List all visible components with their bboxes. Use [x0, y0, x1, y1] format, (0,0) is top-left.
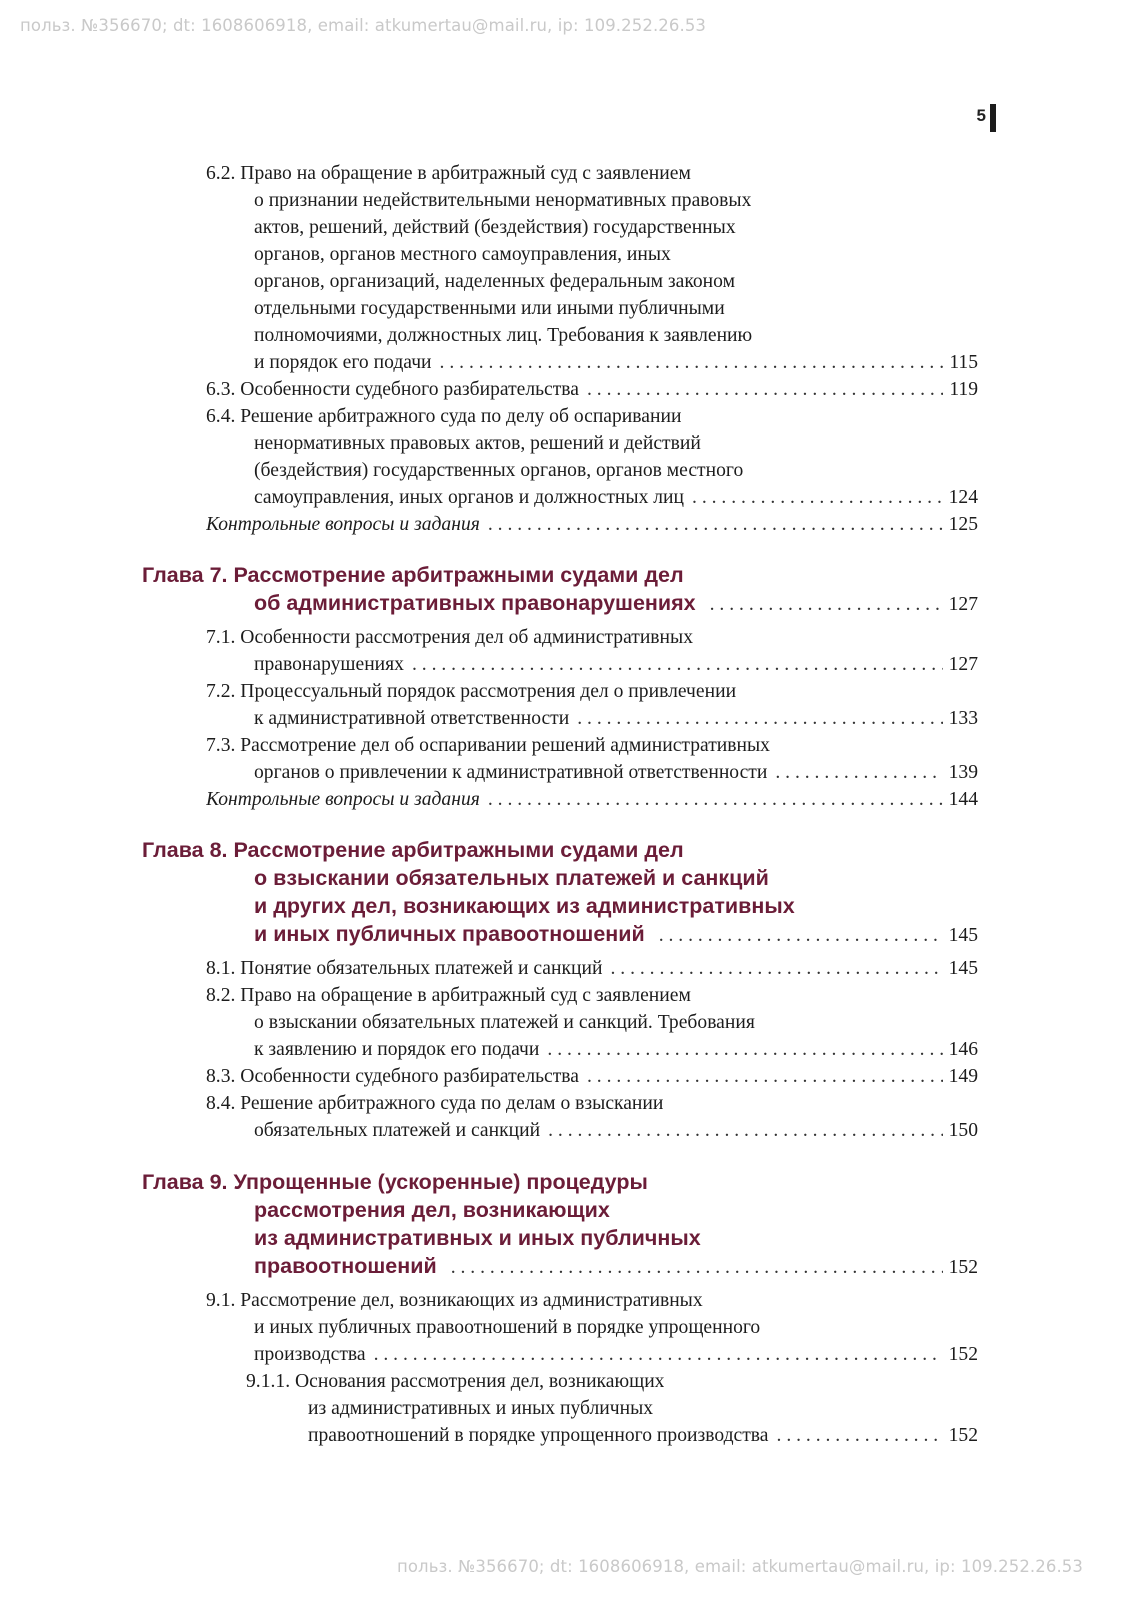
toc-entry-8-2[interactable] — [254, 1036, 978, 1063]
toc-page-number: 125 — [948, 514, 978, 535]
toc-entry-6-4-line-3: (бездействия) государственных органов, органов местного — [254, 460, 744, 481]
toc-entry-7-3[interactable] — [254, 759, 978, 786]
toc-entry-9-1-1[interactable] — [308, 1422, 978, 1449]
toc-entry-7-1[interactable] — [254, 651, 978, 678]
dot-leader — [587, 376, 943, 403]
toc-entry-title: органов о привлечении к административной ответственности — [254, 762, 768, 783]
dot-leader — [488, 786, 943, 813]
toc-page-number: 149 — [948, 1066, 978, 1087]
toc-entry-title: и порядок его подачи — [254, 352, 432, 373]
toc-page-number: 139 — [948, 762, 978, 783]
chapter-8-heading-line-3: и других дел, возникающих из административных — [254, 894, 795, 918]
chapter-9-heading-line-1: Глава 9. Упрощенные (ускоренные) процедуры — [142, 1170, 648, 1194]
toc-page-number: 146 — [948, 1039, 978, 1060]
chapter-title: правоотношений — [254, 1254, 437, 1278]
dot-leader — [775, 759, 942, 786]
chapter-8-heading-line-2: о взыскании обязательных платежей и санкций — [254, 866, 769, 890]
toc-entry-8-1[interactable] — [206, 955, 978, 982]
chapter-8-heading-line-1: Глава 8. Рассмотрение арбитражными судами дел — [142, 838, 684, 862]
toc-page-number: 150 — [948, 1120, 978, 1141]
toc-page-number: 127 — [948, 654, 978, 675]
toc-entry-title: к заявлению и порядок его подачи — [254, 1039, 540, 1060]
chapter-9-heading-line-2: рассмотрения дел, возникающих — [254, 1198, 610, 1222]
chapter-7-heading[interactable] — [254, 588, 978, 618]
toc-entry-6-2-line-3: актов, решений, действий (бездействия) государственных — [254, 217, 736, 238]
dot-leader — [659, 921, 943, 949]
toc-entry-6-4[interactable] — [254, 484, 978, 511]
toc-entry-title: 8.1. Понятие обязательных платежей и санкций — [206, 958, 603, 979]
toc-entry-6-3[interactable] — [206, 376, 978, 403]
dot-leader — [610, 955, 942, 982]
dot-leader — [488, 511, 943, 538]
chapter-title: и иных публичных правоотношений — [254, 922, 645, 946]
toc-entry-8-2-line-1: 8.2. Право на обращение в арбитражный суд с заявлением — [206, 985, 691, 1006]
toc-entry-6-2-line-7: полномочиями, должностных лиц. Требования к заявлению — [254, 325, 753, 346]
dot-leader — [710, 590, 943, 618]
toc-page-number: 152 — [948, 1344, 978, 1365]
toc-page-number: 133 — [948, 708, 978, 729]
chapter-8-heading[interactable] — [254, 919, 978, 949]
toc-page-number: 127 — [948, 594, 978, 615]
toc-entry-6-4-line-1: 6.4. Решение арбитражного суда по делу об оспаривании — [206, 406, 682, 427]
chapter-7-heading-line-1: Глава 7. Рассмотрение арбитражными судами дел — [142, 563, 684, 587]
toc-entry-title: производства — [254, 1344, 366, 1365]
toc-entry-6-2-line-2: о признании недействительными ненормативных правовых — [254, 190, 752, 211]
toc-entry-title: 6.3. Особенности судебного разбирательства — [206, 379, 579, 400]
toc-entry-title: правоотношений в порядке упрощенного производства — [308, 1425, 769, 1446]
chapter-9-heading-line-3: из административных и иных публичных — [254, 1226, 701, 1250]
toc-entry-7-2[interactable] — [254, 705, 978, 732]
toc-entry-9-1-1-line-2: из административных и иных публичных — [308, 1398, 654, 1419]
toc-entry-6-2[interactable] — [254, 349, 978, 376]
toc-entry-title: правонарушениях — [254, 654, 404, 675]
toc-page-number: 145 — [948, 925, 978, 946]
toc-entry-questions-7[interactable] — [206, 786, 978, 813]
watermark-bottom: польз. №356670; dt: 1608606918, email: atkumertau@mail.ru, ip: 109.252.26.53 — [396, 1557, 1083, 1576]
toc-entry-title: 8.3. Особенности судебного разбирательства — [206, 1066, 579, 1087]
watermark-top: польз. №356670; dt: 1608606918, email: atkumertau@mail.ru, ip: 109.252.26.53 — [20, 16, 707, 35]
toc-entry-6-4-line-2: ненормативных правовых актов, решений и действий — [254, 433, 701, 454]
toc-entry-6-2-line-6: отдельными государственными или иными публичными — [254, 298, 725, 319]
dot-leader — [451, 1253, 943, 1281]
toc-entry-8-4-line-1: 8.4. Решение арбитражного суда по делам о взыскании — [206, 1093, 664, 1114]
dot-leader — [547, 1036, 942, 1063]
toc-entry-8-3[interactable] — [206, 1063, 978, 1090]
toc-entry-6-2-line-5: органов, организаций, наделенных федеральным законом — [254, 271, 735, 292]
toc-entry-title: Контрольные вопросы и задания — [206, 789, 480, 810]
dot-leader — [440, 349, 944, 376]
toc-page-number: 115 — [949, 352, 978, 373]
page-number: 5 — [976, 106, 986, 125]
page-number-bar — [990, 104, 996, 132]
toc-entry-title: Контрольные вопросы и задания — [206, 514, 480, 535]
toc-page-number: 152 — [948, 1425, 978, 1446]
toc-entry-9-1-line-2: и иных публичных правоотношений в порядке упрощенного — [254, 1317, 761, 1338]
toc-entry-7-1-line-1: 7.1. Особенности рассмотрения дел об административных — [206, 627, 694, 648]
toc-entry-9-1-line-1: 9.1. Рассмотрение дел, возникающих из административных — [206, 1290, 703, 1311]
toc-page-number: 144 — [948, 789, 978, 810]
toc-entry-9-1-1-line-1: 9.1.1. Основания рассмотрения дел, возникающих — [246, 1371, 665, 1392]
toc-entry-6-2-line-1: 6.2. Право на обращение в арбитражный суд с заявлением — [206, 163, 691, 184]
toc-entry-questions-6[interactable] — [206, 511, 978, 538]
dot-leader — [777, 1422, 943, 1449]
toc-entry-title: обязательных платежей и санкций — [254, 1120, 541, 1141]
dot-leader — [374, 1341, 943, 1368]
toc-entry-8-2-line-2: о взыскании обязательных платежей и санкций. Требования — [254, 1012, 755, 1033]
dot-leader — [587, 1063, 943, 1090]
toc-page-number: 152 — [948, 1257, 978, 1278]
toc-page-number: 145 — [948, 958, 978, 979]
chapter-title: об административных правонарушениях — [254, 591, 696, 615]
dot-leader — [412, 651, 943, 678]
toc-entry-8-4[interactable] — [254, 1117, 978, 1144]
toc-entry-title: к административной ответственности — [254, 708, 570, 729]
toc-entry-7-2-line-1: 7.2. Процессуальный порядок рассмотрения дел о привлечении — [206, 681, 737, 702]
dot-leader — [692, 484, 943, 511]
toc-entry-7-3-line-1: 7.3. Рассмотрение дел об оспаривании решений административных — [206, 735, 770, 756]
toc-entry-title: самоуправления, иных органов и должностных лиц — [254, 487, 685, 508]
toc-page-number: 124 — [948, 487, 978, 508]
toc-page-number: 119 — [949, 379, 978, 400]
toc-entry-6-2-line-4: органов, органов местного самоуправления, иных — [254, 244, 671, 265]
chapter-9-heading[interactable] — [254, 1251, 978, 1281]
dot-leader — [577, 705, 942, 732]
toc-entry-9-1[interactable] — [254, 1341, 978, 1368]
dot-leader — [548, 1117, 943, 1144]
